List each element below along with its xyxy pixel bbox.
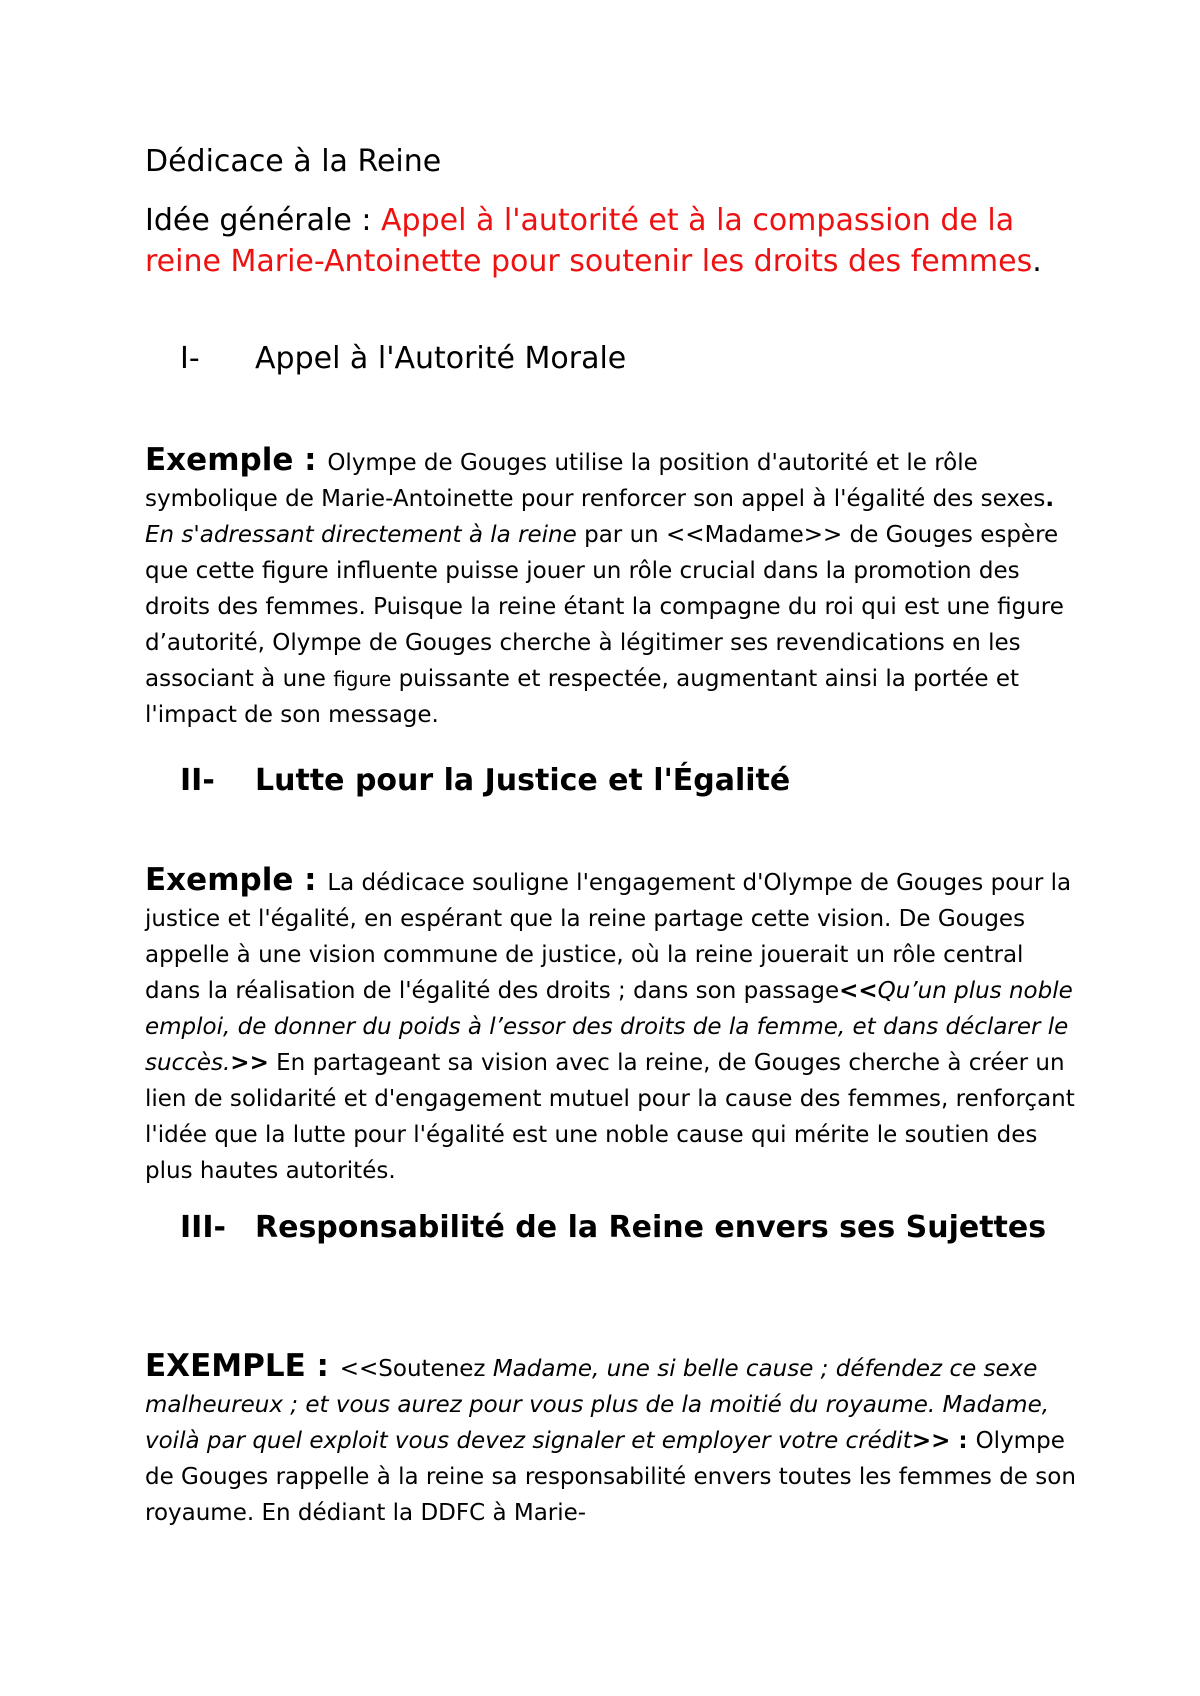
paragraph-2-text-2: En partageant sa vision avec la reine, de Gouges cherche à créer un lien de solidarité et d'engagement mutuel pour la cause des femmes, renforçant l'idée que la lutte pour l'égalité est une noble cause qui mérite le soutien des plus hautes autorités. xyxy=(145,1050,1075,1184)
paragraph-1-text-1: Olympe de Gouges utilise la position d'autorité et le rôle symbolique de Marie-Antoinette pour renforcer son appel à l'égalité des sexes xyxy=(145,450,1046,512)
paragraph-1-text-3: puissante et respectée, augmentant ainsi la portée et l'impact de son message. xyxy=(145,666,1020,728)
example-label-2: Exemple : xyxy=(145,862,328,898)
example-label-1: Exemple : xyxy=(145,442,328,478)
paragraph-3-italic: Madame, une si belle cause ; défendez ce sexe malheureux ; et vous aurez pour vous plus de la moitié du royaume. Madame, voilà par quel exploit vous devez signaler et employer votre crédit xyxy=(145,1356,1050,1454)
section-heading-2 xyxy=(180,760,790,802)
section-paragraph-1 xyxy=(145,442,1085,733)
paragraph-3-quote-start: <<Soutenez xyxy=(339,1356,493,1382)
section-paragraph-3 xyxy=(145,1348,1085,1531)
section-heading-1 xyxy=(180,338,626,380)
paragraph-2-close-quote: >> xyxy=(230,1050,269,1076)
paragraph-3-text-2: Olympe de Gouges rappelle à la reine sa responsabilité envers toutes les femmes de son royaume. En dédiant la DDFC à Marie- xyxy=(145,1428,1076,1526)
paragraph-2-open-quote: << xyxy=(839,978,878,1004)
general-idea xyxy=(145,200,1075,282)
general-idea-label: Idée générale : xyxy=(145,203,382,238)
paragraph-2-italic: Qu’un plus noble emploi, de donner du poids à l’essor des droits de la femme, et dans déclarer le succès. xyxy=(145,978,1073,1076)
paragraph-1-italic: En s'adressant directement à la reine xyxy=(145,522,577,548)
general-idea-text: Appel à l'autorité et à la compassion de la reine Marie-Antoinette pour soutenir les droits des femmes xyxy=(145,203,1033,279)
section-heading-3 xyxy=(180,1207,1075,1249)
section-number-3: III- xyxy=(180,1210,226,1245)
paragraph-3-close-quote: >> : xyxy=(911,1428,976,1454)
section-number-1: I- xyxy=(180,341,200,376)
section-title-3: Responsabilité de la Reine envers ses Sujettes xyxy=(255,1210,1047,1245)
paragraph-2-text-1: La dédicace souligne l'engagement d'Olympe de Gouges pour la justice et l'égalité, en espérant que la reine partage cette vision. De Gouges appelle à une vision commune de justice, où la reine jouerait un rôle central dans la réalisation de l'égalité des droits ; dans son passage xyxy=(145,870,1072,1004)
section-title-2: Lutte pour la Justice et l'Égalité xyxy=(255,763,791,798)
section-paragraph-2 xyxy=(145,862,1085,1189)
section-number-2: II- xyxy=(180,763,215,798)
document-title: Dédicace à la Reine xyxy=(145,144,442,179)
general-idea-end: . xyxy=(1032,244,1042,279)
paragraph-1-small-word: figure xyxy=(333,667,392,691)
paragraph-1-dot: . xyxy=(1045,486,1055,512)
paragraph-1-text-2: par un <<Madame>> de Gouges espère que cette figure influente puisse jouer un rôle crucial dans la promotion des droits des femmes. Puisque la reine étant la compagne du roi qui est une figure d’autorité, Olympe de Gouges cherche à légitimer ses revendications en les associant à une xyxy=(145,522,1064,692)
example-label-3: EXEMPLE : xyxy=(145,1348,340,1384)
section-title-1: Appel à l'Autorité Morale xyxy=(255,341,627,376)
